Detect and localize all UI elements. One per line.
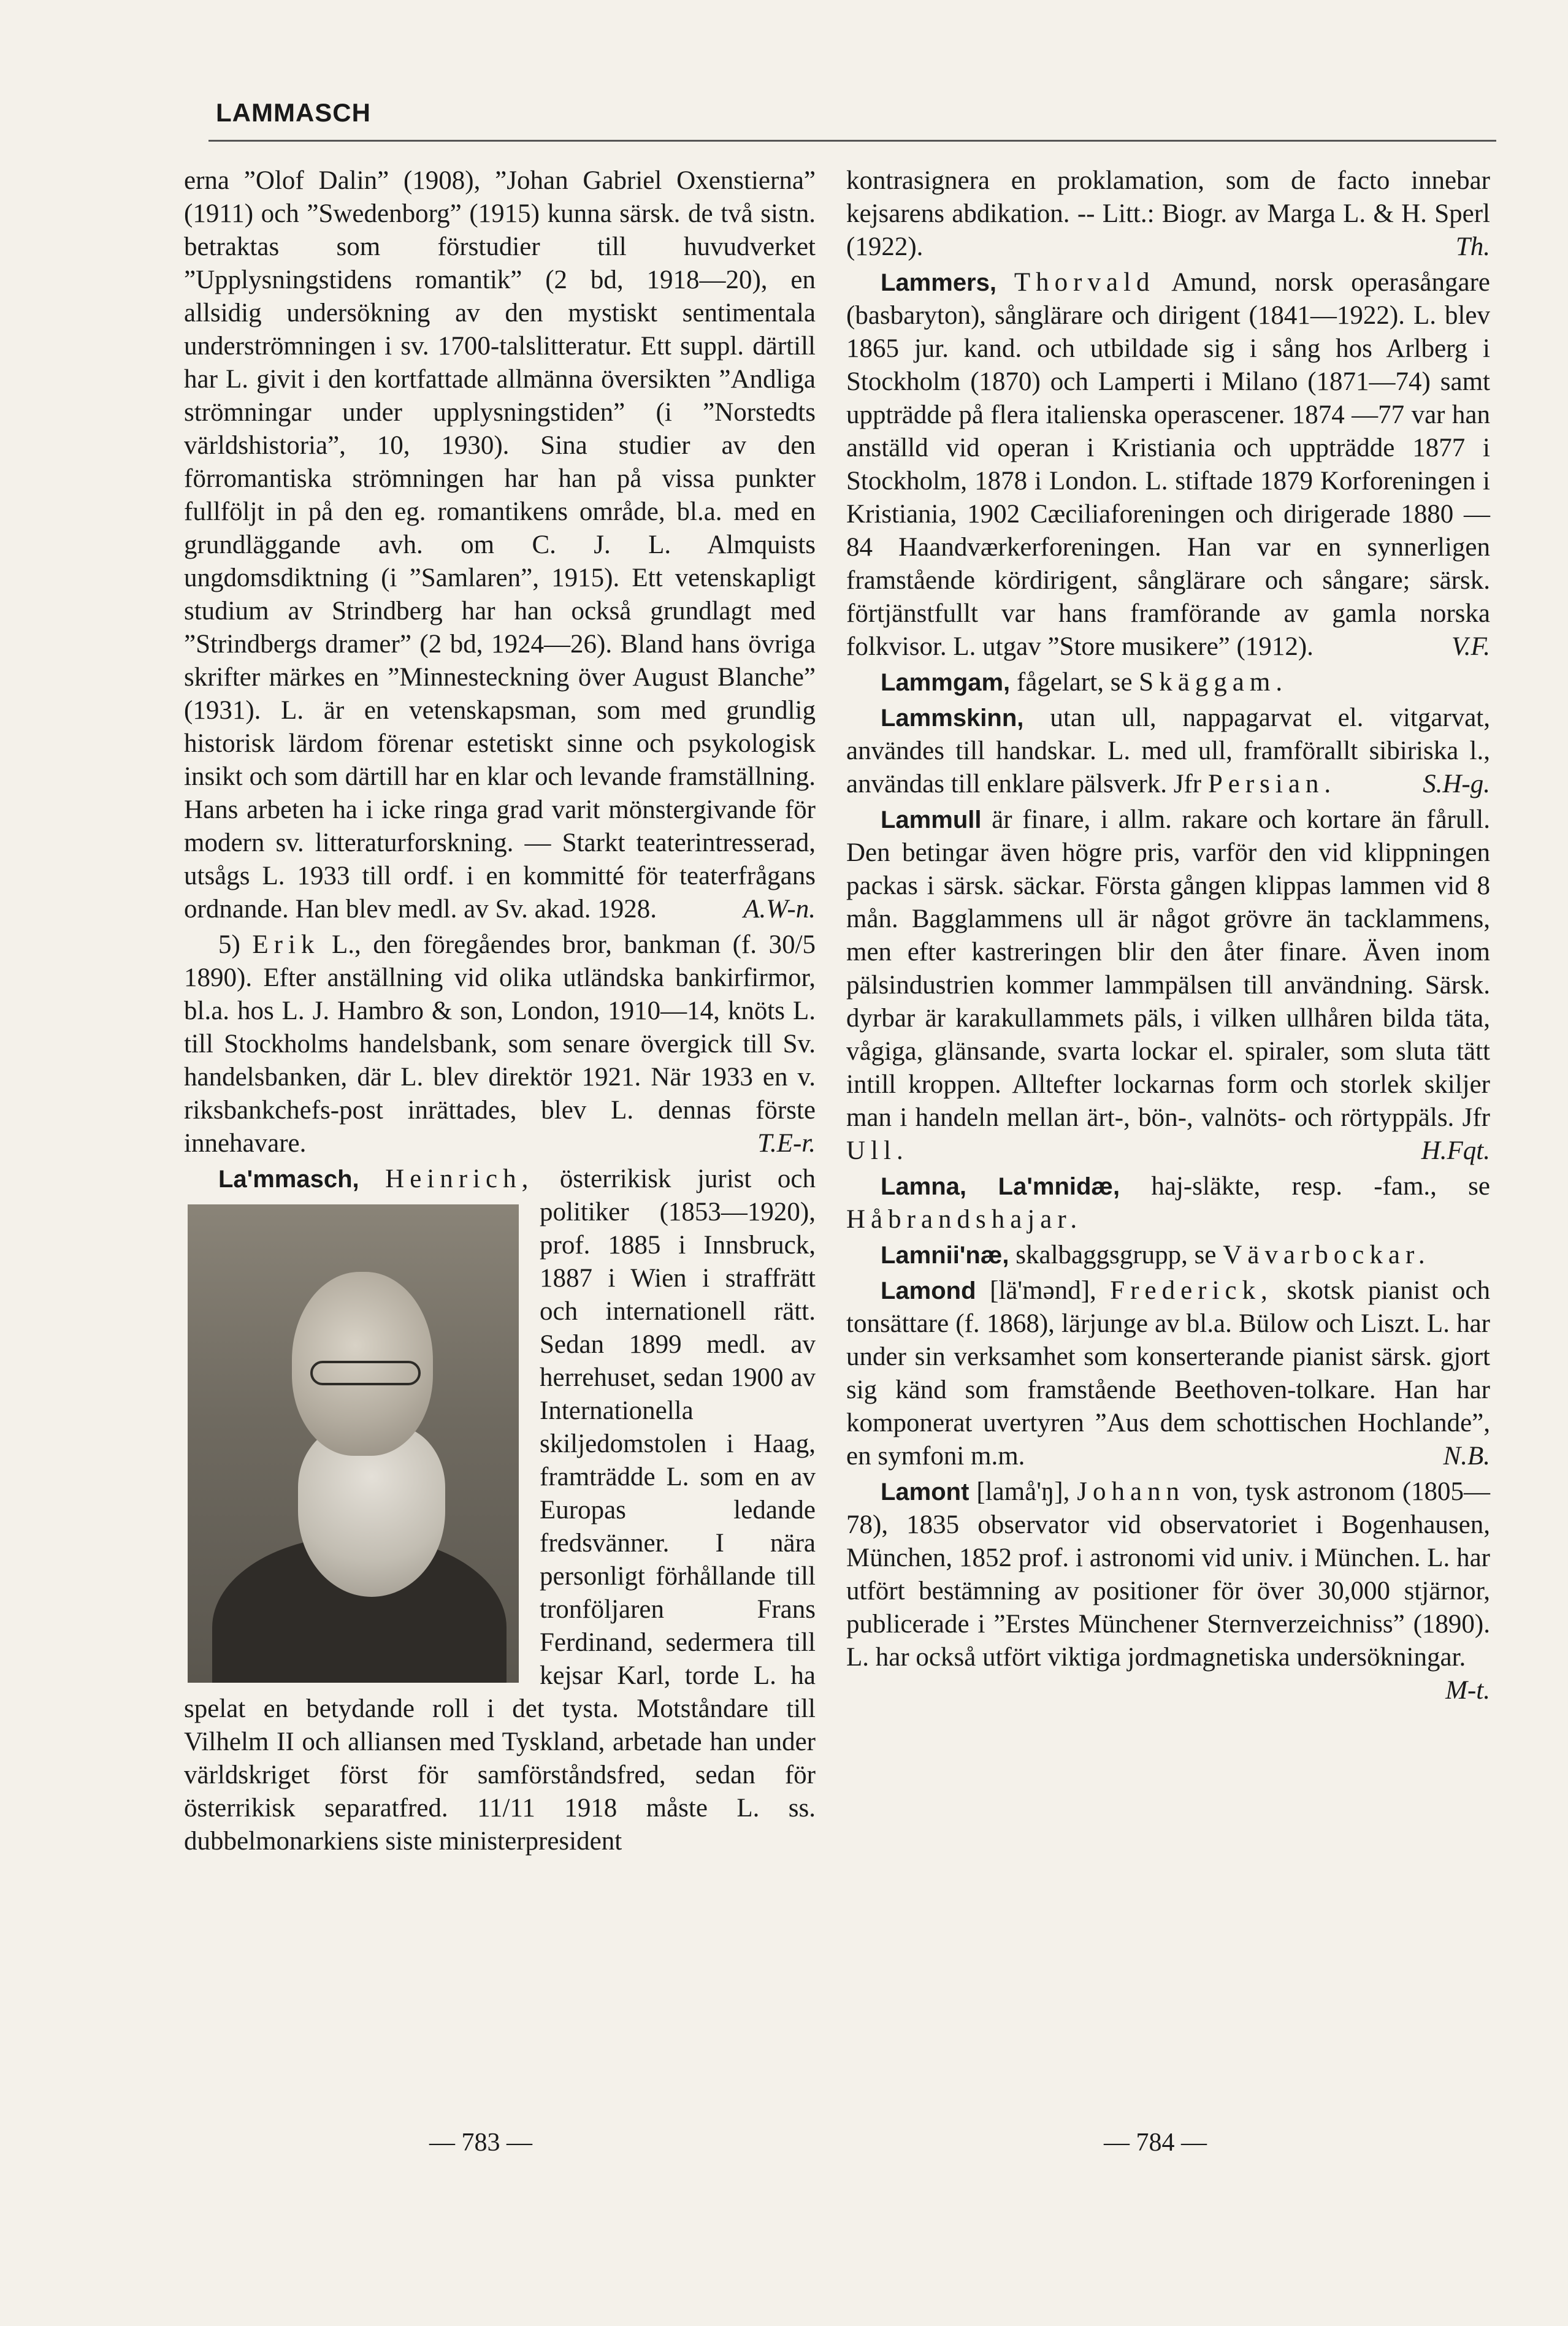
entry-name-spaced: Thorvald: [1014, 268, 1155, 297]
running-header: LAMMASCH: [216, 98, 371, 127]
author-signature: N.B.: [1443, 1442, 1490, 1471]
author-signature: T.E-r.: [757, 1129, 816, 1158]
cross-reference: Skäggam.: [1139, 668, 1288, 697]
entry-lammskinn: Lammskinn, utan ull, nappagarvat el. vitgarvat, användes till handskar. L. med ull, framförallt sibiriska l., användas till enklare pälsverk. Jfr Persian. S.H-g.: [846, 702, 1490, 801]
cross-reference: Persian.: [1207, 770, 1337, 798]
headword: Lamond: [881, 1277, 976, 1304]
entry-name-spaced: Johann: [1077, 1477, 1185, 1506]
entry-name-spaced: Erik: [252, 930, 320, 959]
author-signature: V.F.: [1451, 632, 1490, 661]
author-signature: M-t.: [1445, 1676, 1490, 1705]
headword: Lamont: [881, 1479, 969, 1505]
entry-name-spaced: Heinrich,: [385, 1165, 534, 1193]
cross-reference: Håbrandshajar.: [846, 1205, 1083, 1234]
author-signature: A.W-n.: [743, 895, 816, 924]
headword: Lammgam,: [881, 669, 1011, 696]
continuation-paragraph: erna ”Olof Dalin” (1908), ”Johan Gabriel Oxenstierna” (1911) och ”Swedenborg” (1915) kunna särsk. de två sistn. betraktas som förstudier till huvudverket ”Upplysningstidens romantik” (2 bd, 1918—20), en allsidig undersökning av den mystiskt sentimentala underströmningen i sv. 1700-talslitteratur. Ett suppl. därtill har L. givit i den kortfattade allmänna översikten ”Andliga strömningar under upplysningstiden” (i ”Norstedts världshistoria”, 10, 1930). Sina studier av den förromantiska strömningen har han på vissa punkter fullföljt in på den eg. romantikens område, bl.a. med en grundläggande avh. om C. J. L. Almquists ungdomsdiktning (i ”Samlaren”, 1915). Ett vetenskapligt studium av Strindberg har han också grundlagt med ”Strindbergs dramer” (2 bd, 1924—26). Bland hans övriga skrifter märkes en ”Minnesteckning över August Blanche” (1931). L. är en vetenskapsman, som med grundlig historisk lärdom förenar estetiskt sinne och psykologisk insikt och som därtill har en klar och levande framställning. Hans arbeten ha i icke ringa grad varit mönstergivande för modern sv. litteraturforskning. — Starkt teaterintresserad, utsågs L. 1933 till ordf. i en kommitté för teaterfrågans ordnande. Han blev medl. av Sv. akad. 1928. A.W-n.: [184, 164, 816, 926]
entry-lamniinae: Lamnii'næ, skalbaggsgrupp, se Vävarbockar.: [881, 1241, 1431, 1269]
cross-reference: Ull.: [846, 1136, 909, 1165]
page-number-left: — 783 —: [429, 2129, 532, 2157]
entry-lamont: Lamont [lamå'ŋ], Johann von, tysk astronom (1805—78), 1835 observator vid observatoriet i Bogenhausen, München, 1852 prof. i astronomi vid univ. i München. L. har utfört bestämning av positioner för över 30,000 stjärnor, publicerade i ”Erstes Münchener Sternverzeichniss” (1890). L. har också utfört viktiga jordmagnetiska undersökningar. M-t.: [846, 1475, 1490, 1707]
headword: Lammers,: [881, 269, 996, 296]
left-column: [184, 164, 816, 1861]
entry-lamna: Lamna, La'mnidæ, haj-släkte, resp. -fam., se Håbrandshajar.: [846, 1172, 1491, 1234]
cross-reference: Vävarbockar.: [1223, 1241, 1431, 1269]
author-signature: S.H-g.: [1423, 770, 1490, 798]
headword: Lammull: [881, 806, 982, 833]
entry-lamond: Lamond [lä'mənd], Frederick, skotsk pianist och tonsättare (f. 1868), lärjunge av bl.a. Bülow och Liszt. L. har under sin verksamhet som konserterande pianist särsk. gjort sig känd som framstående Beethoven-tolkare. Han har komponerat uvertyren ”Aus dem schottischen Hochlande”, en symfoni m.m. N.B.: [846, 1274, 1490, 1473]
continuation-paragraph: kontrasignera en proklamation, som de facto innebar kejsarens abdikation. -- Litt.: Biogr. av Marga L. & H. Sperl (1922). Th.: [846, 164, 1490, 264]
entry-erik-lamm: 5) Erik L., den föregåendes bror, bankman (f. 30/5 1890). Efter anställning vid olika utländska bankirfirmor, bl.a. hos L. J. Hambro & son, London, 1910—14, knöts L. till Stockholms handelsbank, som senare övergick till Sv. handelsbanken, där L. blev direktör 1921. När 1933 en v. riksbankchefs-post inrättades, blev L. dennas förste innehavare. T.E-r.: [184, 928, 816, 1160]
entry-lammasch: La'mmasch, Heinrich, österrikisk jurist och politiker (1853—1920), prof. 1885 i Innsbruck, 1887 i Wien i straffrätt och internationell rätt. Sedan 1899 medl. av herrehuset, sedan 1900 av Internationella skiljedomstolen i Haag, framträdde L. som en av Europas ledande fredsvänner. I nära personligt förhållande till tronföljaren Frans Ferdinand, sedermera till kejsar Karl, torde L. ha spelat en betydande roll i det tysta. Motståndare till Vilhelm II och alliansen med Tyskland, arbetade han under världskriget först för samförståndsfred, sedan för österrikisk separatfred. 11/11 1918 måste L. ss. dubbelmonarkiens siste ministerpresident: [184, 1165, 816, 1856]
header-rule: [208, 140, 1496, 142]
author-signature: Th.: [1455, 232, 1490, 261]
headword: La'mmasch,: [218, 1166, 359, 1193]
author-signature: H.Fqt.: [1421, 1136, 1490, 1165]
portrait-photo: [188, 1204, 519, 1683]
entry-lammull: Lammull är finare, i allm. rakare och kortare än fårull. Den betingar även högre pris, varför den vid klippningen packas i särsk. säckar. Första gången klippas lammen vid 8 mån. Bagglammens ull är något grövre än tacklammens, men efter kastreringen blir den åter finare. Även inom pälsindustrien kommer lammpälsen till användning. Särsk. dyrbar är karakullammets päls, i vilken ullhåren bilda täta, vågiga, glänsande, svarta lockar el. spiraler, som sluta tätt intill kroppen. Alltefter lockarnas form och storlek skiljer man i handeln mellan ärt-, bön-, valnöts- och rörtyppäls. Jfr Ull. H.Fqt.: [846, 803, 1490, 1168]
entry-lammgam: Lammgam, fågelart, se Skäggam.: [881, 668, 1288, 697]
right-column: [846, 164, 1490, 1710]
page-number-right: — 784 —: [1104, 2129, 1207, 2157]
entry-name-spaced: Frederick,: [1110, 1276, 1273, 1305]
entry-lammers: Lammers, Thorvald Amund, norsk operasångare (basbaryton), sånglärare och dirigent (1841—1922). L. blev 1865 jur. kand. och utbildade sig i sång hos Arlberg i Stockholm (1870) och Lamperti i Milano (1871—74) samt uppträdde på flera italienska operascener. 1874 —77 var han anställd vid operan i Kristiania och uppträdde 1877 i Stockholm, 1878 i London. L. stiftade 1879 Korforeningen i Kristiania, 1902 Cæciliaforeningen och dirigerade 1880 —84 Haandværkerforeningen. Han var en synnerligen framstående kördirigent, sånglärare och sångare; särsk. förtjänstfullt var hans framförande av gamla norska folkvisor. L. utgav ”Store musikere” (1912). V.F.: [846, 266, 1490, 664]
headword: Lamna, La'mnidæ,: [881, 1173, 1120, 1200]
headword: Lamnii'næ,: [881, 1242, 1009, 1269]
headword: Lammskinn,: [881, 705, 1024, 732]
